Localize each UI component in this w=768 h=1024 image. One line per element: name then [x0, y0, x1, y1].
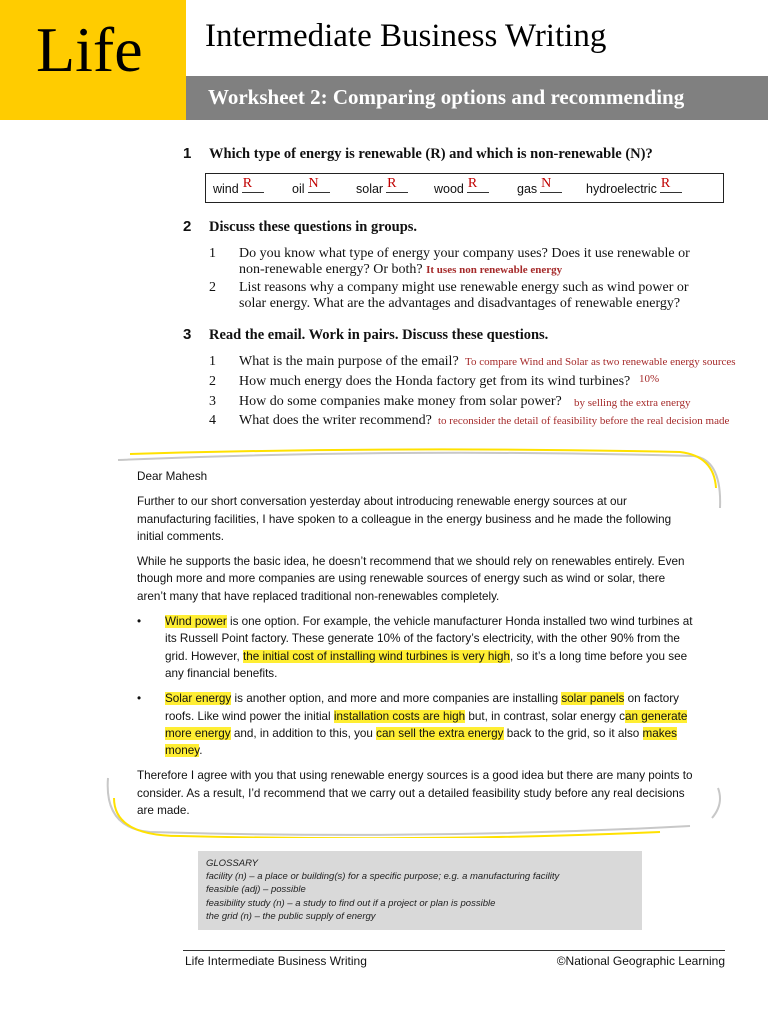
question-3-number: 3 — [183, 326, 192, 343]
footer-divider — [183, 950, 725, 951]
glossary-item: feasibility study (n) – a study to find out if a project or plan is possible — [206, 897, 496, 909]
q3-sub-2-number: 2 — [209, 374, 216, 389]
q3-sub-3-answer: by selling the extra energy — [574, 397, 691, 409]
question-1-number: 1 — [183, 145, 192, 162]
email-paragraph-3: Therefore I agree with you that using renewable energy sources is a good idea but there are many points to consider. As a result, I’d recommend that we carry out a detailed feasibility study before any real decisions are made. — [137, 769, 693, 818]
highlight-solar-energy: Solar energy — [165, 692, 232, 706]
energy-item-wood: wood R — [434, 180, 489, 196]
email-greeting: Dear Mahesh — [137, 470, 208, 483]
glossary-item: facility (n) – a place or building(s) for a specific purpose; e.g. a manufacturing facility — [206, 871, 560, 883]
question-2-number: 2 — [183, 218, 192, 235]
energy-item-oil: oil N — [292, 180, 330, 196]
highlight-more-energy: an generate more energy — [165, 709, 688, 740]
q3-sub-4-answer: to reconsider the detail of feasibility before the real decision made — [438, 415, 730, 427]
question-3-text: Read the email. Work in pairs. Discuss these questions. — [209, 327, 549, 343]
answer-wind: R — [242, 176, 253, 191]
q2-sub-1-number: 1 — [209, 246, 216, 261]
q3-sub-1-number: 1 — [209, 354, 216, 369]
email-paragraph-2: While he supports the basic idea, he doesn’t recommend that we should rely on renewables entirely. Even though more and more companies are using renewable sources of energy such as wind or solar, there aren’t many that have replaced traditional non-renewables completely. — [137, 555, 685, 603]
email-bullet-list — [137, 613, 697, 759]
energy-item-wind: wind R — [213, 180, 264, 196]
energy-item-gas: gas N — [517, 180, 562, 196]
highlight-wind-power: Wind power — [165, 615, 227, 629]
footer-course-name: Life Intermediate Business Writing — [185, 954, 367, 968]
highlight-initial-cost: the initial cost of installing wind turbines is very high — [242, 649, 510, 663]
glossary-item: feasible (adj) – possible — [206, 884, 306, 896]
answer-solar: R — [387, 176, 397, 191]
q3-sub-2-text: How much energy does the Honda factory get from its wind turbines? — [239, 374, 631, 389]
q3-sub-4-text: What does the writer recommend? — [239, 413, 432, 428]
highlight-solar-panels: solar panels — [561, 692, 625, 706]
email-bullet-solar: • Solar energy is another option, and more and more companies are installing solar panels on factory roofs. Like wind power the initial installation costs are high but, in contrast, solar energy can generate more energy and, in addition to this, you can sell the extra energy back to the grid, so it also makes money. — [137, 692, 688, 758]
answer-hydroelectric: R — [660, 176, 671, 191]
glossary-box — [198, 851, 642, 930]
question-2-text: Discuss these questions in groups. — [209, 219, 418, 235]
highlight-installation-costs: installation costs are high — [333, 709, 466, 723]
glossary-title: GLOSSARY — [206, 858, 258, 869]
highlight-makes-money: makes money — [165, 726, 677, 758]
q3-sub-2-answer: 10% — [639, 373, 660, 385]
answer-wood: R — [467, 176, 478, 191]
answer-gas: N — [541, 176, 552, 191]
q3-sub-1-text: What is the main purpose of the email? — [239, 354, 459, 369]
energy-item-solar: solar R — [356, 180, 408, 196]
email-paragraph-1: Further to our short conversation yesterday about introducing renewable energy sources at our manufacturing facilities, I have spoken to a colleague in the energy business and he made the following initial comments. — [137, 495, 672, 543]
email-bullet-wind: • Wind power is one option. For example, the vehicle manufacturer Honda installed two wind turbines at its Russell Point factory. These generate 10% of the factory’s electricity, with the other 90% from the grid. However, the initial cost of installing wind turbines is very high, so it’s a long time before you see any financial benefits. — [137, 615, 693, 680]
worksheet-title: Worksheet 2: Comparing options and recommending — [208, 85, 685, 109]
q2-sub-1-answer: It uses non renewable energy — [426, 264, 563, 276]
glossary-item: the grid (n) – the public supply of energy — [206, 910, 376, 922]
q2-sub-2-text: List reasons why a company might use renewable energy such as wind power or solar energy. What are the advantages and disadvantages of renewable energy? — [239, 280, 689, 311]
course-title: Intermediate Business Writing — [205, 18, 607, 54]
q2-sub-2-number: 2 — [209, 280, 216, 295]
bullet-icon: • — [137, 615, 142, 629]
email-body — [137, 468, 697, 827]
q3-sub-3-text: How do some companies make money from solar power? — [239, 394, 562, 409]
energy-item-hydroelectric: hydroelectric R — [586, 180, 682, 196]
highlight-sell-energy: can sell the extra energy — [376, 726, 504, 740]
bullet-icon: • — [137, 692, 142, 706]
footer-copyright: ©National Geographic Learning — [556, 954, 725, 968]
q2-sub-1-text: Do you know what type of energy your company uses? Does it use renewable or non-renewable energy? Or both? It uses non renewable energy — [239, 246, 690, 277]
q3-sub-4-number: 4 — [209, 413, 216, 428]
question-1-text: Which type of energy is renewable (R) and which is non-renewable (N)? — [209, 146, 653, 162]
q3-sub-1-answer: To compare Wind and Solar as two renewable energy sources — [465, 356, 736, 368]
answer-oil: N — [308, 176, 319, 191]
life-logo: Life — [36, 14, 143, 85]
q3-sub-3-number: 3 — [209, 394, 216, 409]
